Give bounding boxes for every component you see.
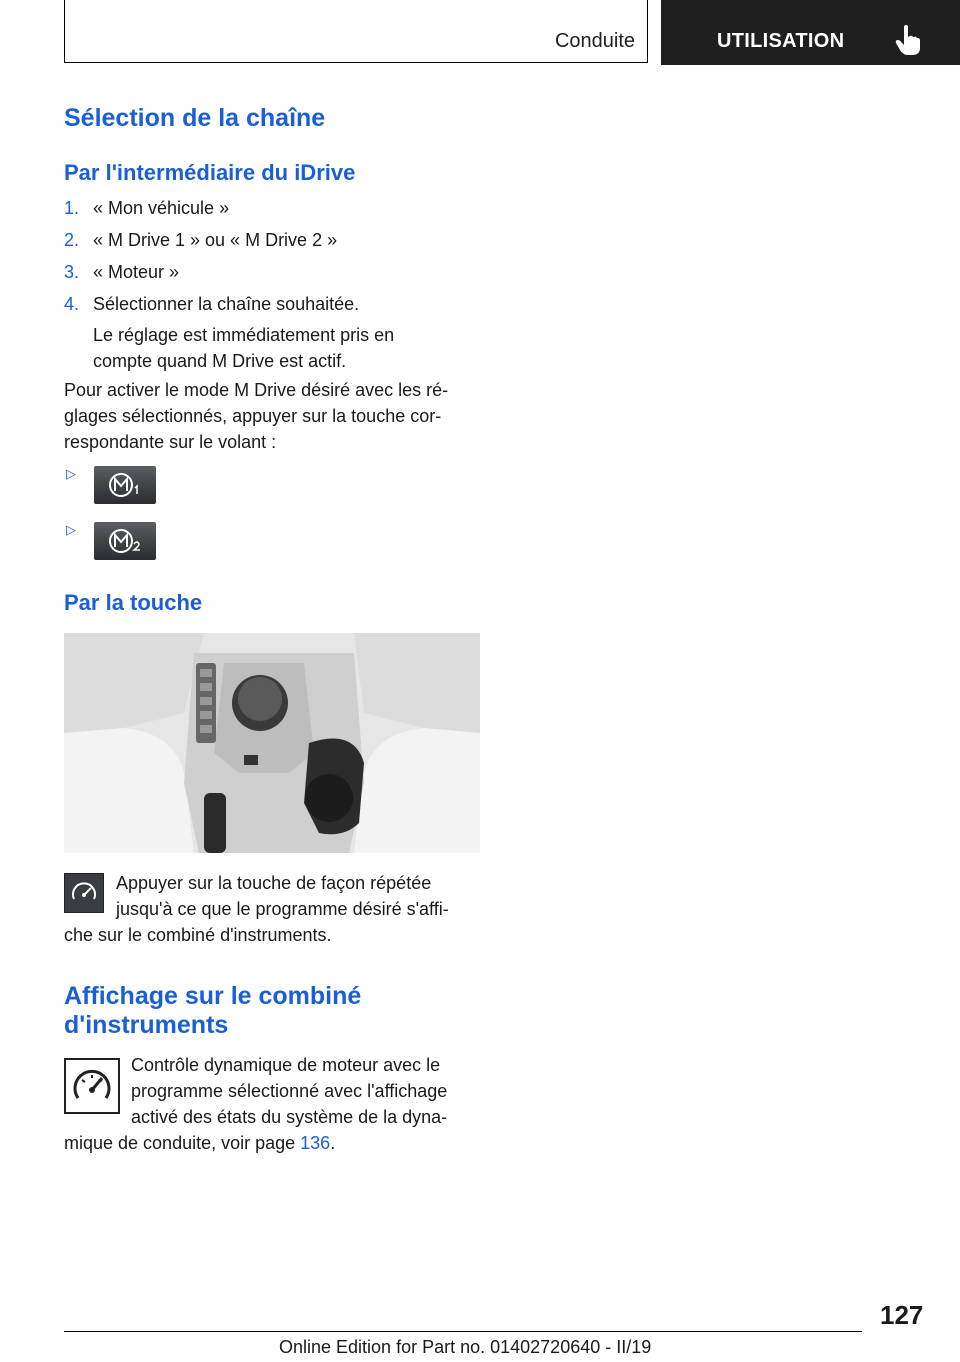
step-note bbox=[93, 322, 394, 374]
footer-divider bbox=[64, 1331, 862, 1332]
list-text: « Moteur » bbox=[93, 262, 180, 282]
list-text: « M Drive 1 » ou « M Drive 2 » bbox=[93, 230, 338, 250]
step-note-line: compte quand M Drive est actif. bbox=[93, 351, 347, 371]
center-console-photo bbox=[64, 633, 480, 853]
drive-mode-button-icon bbox=[64, 873, 104, 913]
heading-display bbox=[64, 982, 361, 1040]
list-item bbox=[64, 195, 229, 221]
m1-button-icon bbox=[94, 466, 156, 504]
paragraph-line: Contrôle dynamique de moteur avec le bbox=[131, 1055, 441, 1075]
list-number: 4. bbox=[64, 294, 80, 314]
subheading-button: Par la touche bbox=[64, 590, 203, 615]
press-paragraph bbox=[116, 870, 476, 922]
footer-edition: Online Edition for Part no. 01402720640 - II/19 bbox=[279, 1337, 652, 1357]
paragraph-line: Pour activer le mode M Drive désiré avec les ré- bbox=[64, 380, 449, 400]
header-chapter: UTILISATION bbox=[717, 30, 845, 52]
hand-pointer-icon bbox=[895, 24, 921, 56]
heading-line: Affichage sur le combiné bbox=[64, 982, 362, 1010]
paragraph-line: che sur le combiné d'instruments. bbox=[64, 925, 332, 945]
step-note-line: Le réglage est immédiatement pris en bbox=[93, 325, 395, 345]
paragraph-text: . bbox=[330, 1133, 336, 1153]
speedometer-icon bbox=[64, 1058, 120, 1114]
page-title: Sélection de la chaîne bbox=[64, 104, 326, 132]
page-link[interactable]: 136 bbox=[300, 1133, 331, 1153]
display-paragraph bbox=[131, 1052, 476, 1130]
press-paragraph-end bbox=[64, 922, 474, 948]
header-chapter-box bbox=[661, 0, 960, 65]
paragraph-text: mique de conduite, voir page bbox=[64, 1133, 301, 1153]
list-item bbox=[64, 291, 359, 317]
m2-button-icon bbox=[94, 522, 156, 560]
list-number: 1. bbox=[64, 198, 80, 218]
list-number: 2. bbox=[64, 230, 80, 250]
list-text: « Mon véhicule » bbox=[93, 198, 230, 218]
bullet-marker: ▷ bbox=[66, 466, 76, 481]
paragraph-line: Appuyer sur la touche de façon répétée bbox=[116, 873, 432, 893]
list-item bbox=[64, 259, 179, 285]
paragraph-line: activé des états du système de la dyna- bbox=[131, 1107, 448, 1127]
page-number: 127 bbox=[880, 1300, 924, 1330]
paragraph-line: respondante sur le volant : bbox=[64, 432, 277, 452]
paragraph-activate bbox=[64, 377, 474, 455]
heading-line: d'instruments bbox=[64, 1011, 229, 1039]
bullet-marker: ▷ bbox=[66, 522, 76, 537]
paragraph-line: glages sélectionnés, appuyer sur la touche cor- bbox=[64, 406, 442, 426]
paragraph-line: programme sélectionné avec l'affichage bbox=[131, 1081, 448, 1101]
header-section-box bbox=[64, 0, 648, 63]
header-section: Conduite bbox=[554, 30, 635, 52]
list-number: 3. bbox=[64, 262, 80, 282]
paragraph-line: jusqu'à ce que le programme désiré s'affi- bbox=[116, 899, 449, 919]
list-text: Sélectionner la chaîne souhaitée. bbox=[93, 294, 360, 314]
display-paragraph-end bbox=[64, 1130, 474, 1156]
list-item bbox=[64, 227, 337, 253]
subheading-idrive: Par l'intermédiaire du iDrive bbox=[64, 160, 356, 185]
